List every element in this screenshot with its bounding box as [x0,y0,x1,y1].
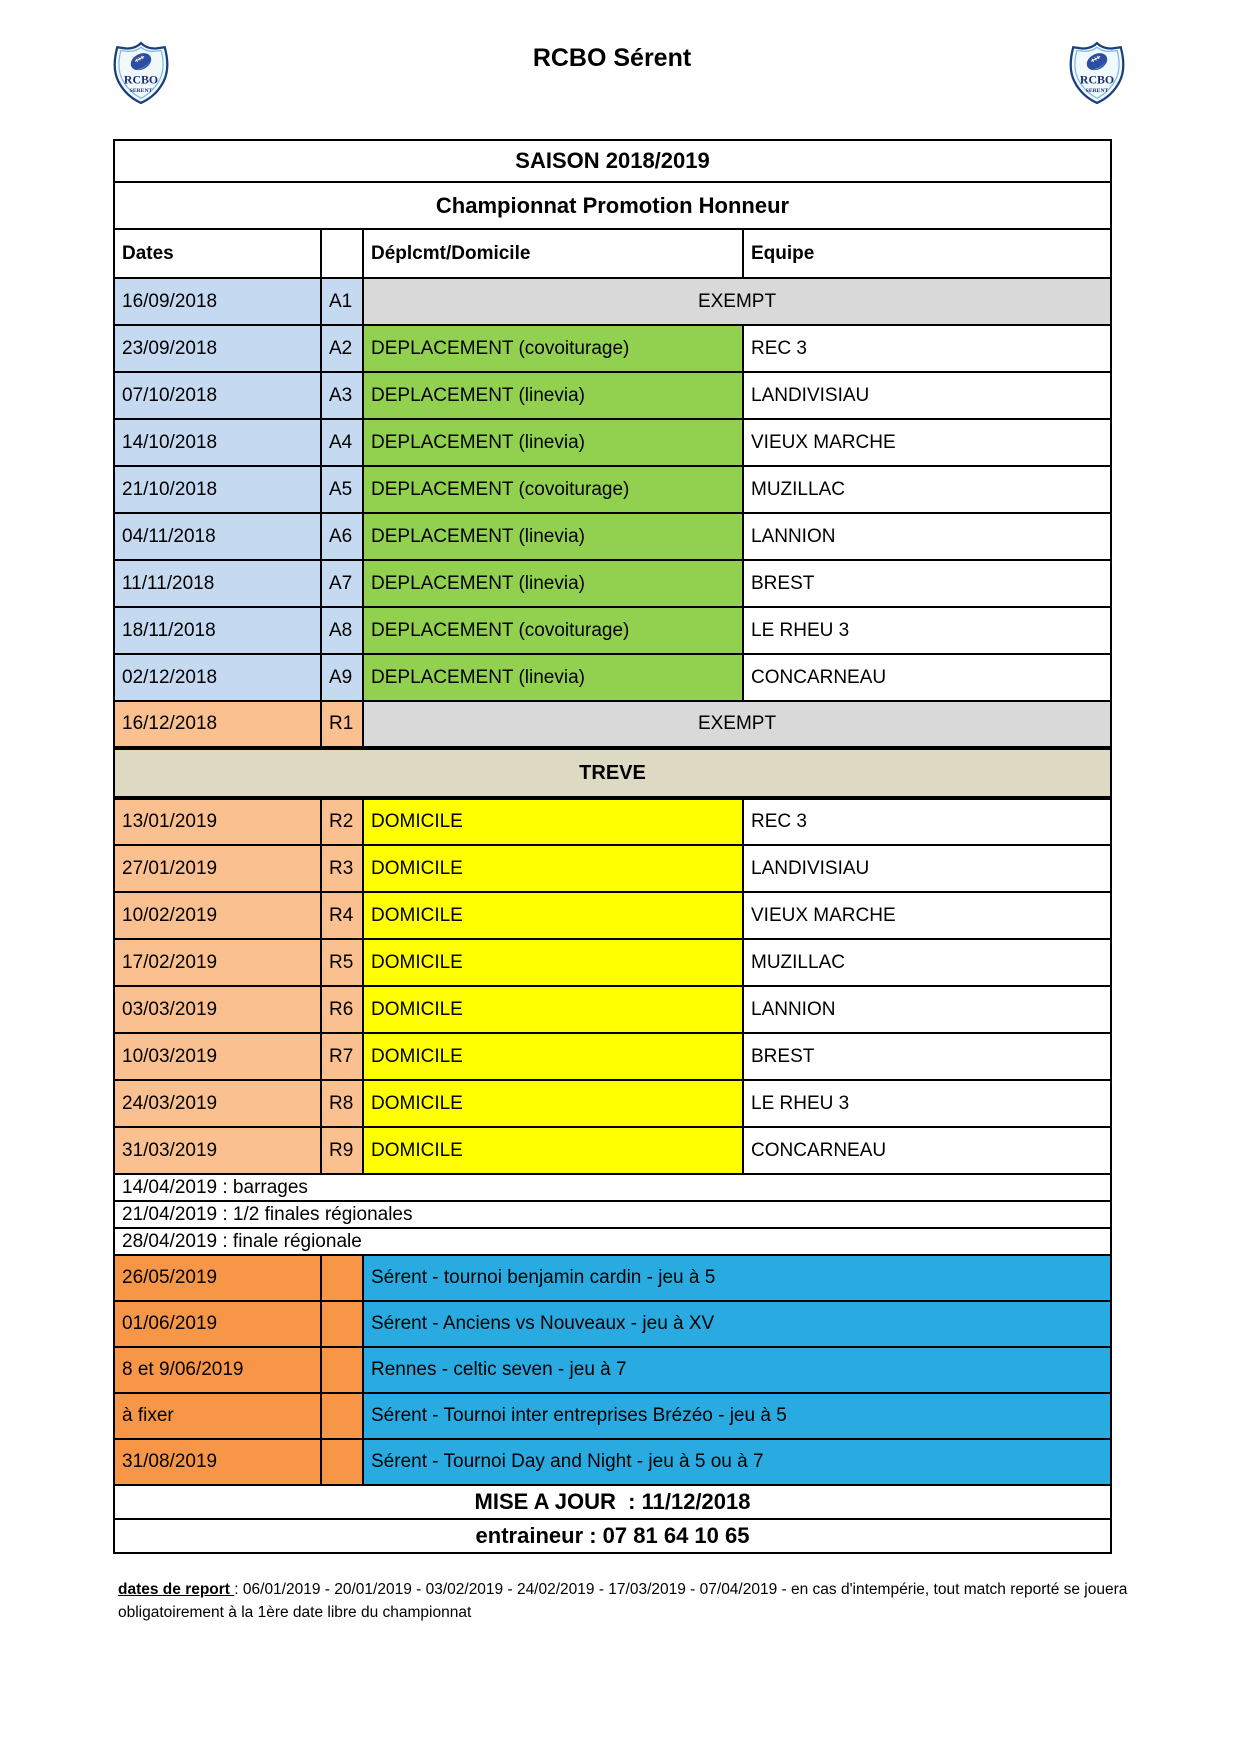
event-cell: Sérent - Tournoi Day and Night - jeu à 5 ou à 7 [363,1439,1111,1485]
deplcmt-cell: DEPLACEMENT (covoiturage) [363,607,743,654]
equipe-cell: CONCARNEAU [743,1127,1111,1174]
logo-subtext: SERENT [1085,88,1109,95]
page-title: RCBO Sérent [532,44,692,72]
event-row [114,1347,1111,1393]
deplcmt-cell: DEPLACEMENT (linevia) [363,419,743,466]
coach-row [114,1519,1111,1553]
code-cell: R4 [321,892,363,939]
table-row [114,325,1111,372]
event-row [114,1301,1111,1347]
event-cell: Rennes - celtic seven - jeu à 7 [363,1347,1111,1393]
code-cell: A2 [321,325,363,372]
code-cell: A6 [321,513,363,560]
season-title-row [114,140,1111,182]
code-cell: R5 [321,939,363,986]
date-cell: 16/12/2018 [114,701,321,748]
equipe-cell: LE RHEU 3 [743,1080,1111,1127]
deplcmt-cell: DEPLACEMENT (linevia) [363,372,743,419]
code-cell: A5 [321,466,363,513]
note-text: 21/04/2019 : 1/2 finales régionales [114,1201,1111,1228]
exempt-cell: EXEMPT [363,278,1111,325]
code-cell: A8 [321,607,363,654]
deplcmt-cell: DEPLACEMENT (linevia) [363,560,743,607]
table-row [114,845,1111,892]
deplcmt-cell: DOMICILE [363,1127,743,1174]
table-row [114,419,1111,466]
deplcmt-cell: DOMICILE [363,986,743,1033]
date-cell: 03/03/2019 [114,986,321,1033]
date-cell: 13/01/2019 [114,798,321,845]
deplcmt-cell: DEPLACEMENT (linevia) [363,654,743,701]
equipe-cell: REC 3 [743,798,1111,845]
deplcmt-cell: DOMICILE [363,845,743,892]
note-row [114,1174,1111,1201]
code-cell: R2 [321,798,363,845]
col-header-equipe: Equipe [743,229,1111,278]
date-cell: 14/10/2018 [114,419,321,466]
equipe-cell: MUZILLAC [743,466,1111,513]
date-cell: 26/05/2019 [114,1255,321,1301]
code-cell [321,1301,363,1347]
table-row [114,939,1111,986]
deplcmt-cell: DOMICILE [363,892,743,939]
column-header-row [114,229,1111,278]
equipe-cell: BREST [743,560,1111,607]
code-cell: R6 [321,986,363,1033]
code-cell: A1 [321,278,363,325]
table-row [114,607,1111,654]
date-cell: 21/10/2018 [114,466,321,513]
table-row [114,466,1111,513]
date-cell: 02/12/2018 [114,654,321,701]
note-text: 28/04/2019 : finale régionale [114,1228,1111,1255]
event-row [114,1439,1111,1485]
code-cell: R1 [321,701,363,748]
exempt-cell: EXEMPT [363,701,1111,748]
code-cell: A9 [321,654,363,701]
deplcmt-cell: DOMICILE [363,798,743,845]
logo-text: RCBO [1079,72,1115,87]
code-cell [321,1255,363,1301]
equipe-cell: BREST [743,1033,1111,1080]
date-cell: 16/09/2018 [114,278,321,325]
table-row [114,986,1111,1033]
equipe-cell: LANNION [743,513,1111,560]
table-row [114,513,1111,560]
season-title: SAISON 2018/2019 [114,140,1111,182]
deplcmt-cell: DOMICILE [363,1080,743,1127]
col-header-code [321,229,363,278]
date-cell: 31/03/2019 [114,1127,321,1174]
code-cell: R9 [321,1127,363,1174]
table-row [114,372,1111,419]
date-cell: 11/11/2018 [114,560,321,607]
deplcmt-cell: DEPLACEMENT (linevia) [363,513,743,560]
date-cell: 10/02/2019 [114,892,321,939]
event-cell: Sérent - Anciens vs Nouveaux - jeu à XV [363,1301,1111,1347]
table-row [114,798,1111,845]
code-cell: A7 [321,560,363,607]
table-row [114,1080,1111,1127]
table-row [114,1127,1111,1174]
code-cell: A4 [321,419,363,466]
code-cell [321,1439,363,1485]
code-cell: R8 [321,1080,363,1127]
note-text: 14/04/2019 : barrages [114,1174,1111,1201]
date-cell: 24/03/2019 [114,1080,321,1127]
note-row [114,1201,1111,1228]
note-row [114,1228,1111,1255]
date-cell: à fixer [114,1393,321,1439]
logo-subtext: SERENT [129,88,153,95]
championship-title: Championnat Promotion Honneur [114,182,1111,229]
equipe-cell: REC 3 [743,325,1111,372]
col-header-dates: Dates [114,229,321,278]
col-header-deplcmt: Déplcmt/Domicile [363,229,743,278]
code-cell: R3 [321,845,363,892]
equipe-cell: LANNION [743,986,1111,1033]
event-row [114,1393,1111,1439]
equipe-cell: VIEUX MARCHE [743,892,1111,939]
deplcmt-cell: DEPLACEMENT (covoiturage) [363,466,743,513]
date-cell: 8 et 9/06/2019 [114,1347,321,1393]
equipe-cell: LANDIVISIAU [743,845,1111,892]
report-dates-text: : 06/01/2019 - 20/01/2019 - 03/02/2019 - 24/02/2019 - 17/03/2019 - 07/04/2019 - en cas d'intempérie, tout match reporté se jouera obligatoirement à la 1ère date libre du championnat [118,1581,1128,1622]
table-row [114,1033,1111,1080]
update-row [114,1485,1111,1519]
equipe-cell: MUZILLAC [743,939,1111,986]
event-cell: Sérent - tournoi benjamin cardin - jeu à 5 [363,1255,1111,1301]
equipe-cell: CONCARNEAU [743,654,1111,701]
code-cell [321,1393,363,1439]
table-row [114,278,1111,325]
coach-text: entraineur : 07 81 64 10 65 [114,1519,1111,1553]
equipe-cell: LE RHEU 3 [743,607,1111,654]
date-cell: 27/01/2019 [114,845,321,892]
code-cell: R7 [321,1033,363,1080]
treve-label: TREVE [114,748,1111,798]
report-dates-note [118,1578,1128,1625]
equipe-cell: VIEUX MARCHE [743,419,1111,466]
date-cell: 31/08/2019 [114,1439,321,1485]
date-cell: 04/11/2018 [114,513,321,560]
date-cell: 17/02/2019 [114,939,321,986]
date-cell: 10/03/2019 [114,1033,321,1080]
table-row [114,654,1111,701]
event-cell: Sérent - Tournoi inter entreprises Brézéo - jeu à 5 [363,1393,1111,1439]
schedule-table [113,139,1112,1554]
championship-title-row [114,182,1111,229]
table-row [114,701,1111,748]
event-row [114,1255,1111,1301]
deplcmt-cell: DOMICILE [363,939,743,986]
update-text: MISE A JOUR : 11/12/2018 [114,1485,1111,1519]
table-row [114,892,1111,939]
code-cell: A3 [321,372,363,419]
report-dates-label: dates de report [118,1581,235,1598]
treve-row [114,748,1111,798]
deplcmt-cell: DOMICILE [363,1033,743,1080]
date-cell: 23/09/2018 [114,325,321,372]
date-cell: 18/11/2018 [114,607,321,654]
date-cell: 07/10/2018 [114,372,321,419]
table-row [114,560,1111,607]
equipe-cell: LANDIVISIAU [743,372,1111,419]
deplcmt-cell: DEPLACEMENT (covoiturage) [363,325,743,372]
date-cell: 01/06/2019 [114,1301,321,1347]
code-cell [321,1347,363,1393]
logo-text: RCBO [123,72,159,87]
